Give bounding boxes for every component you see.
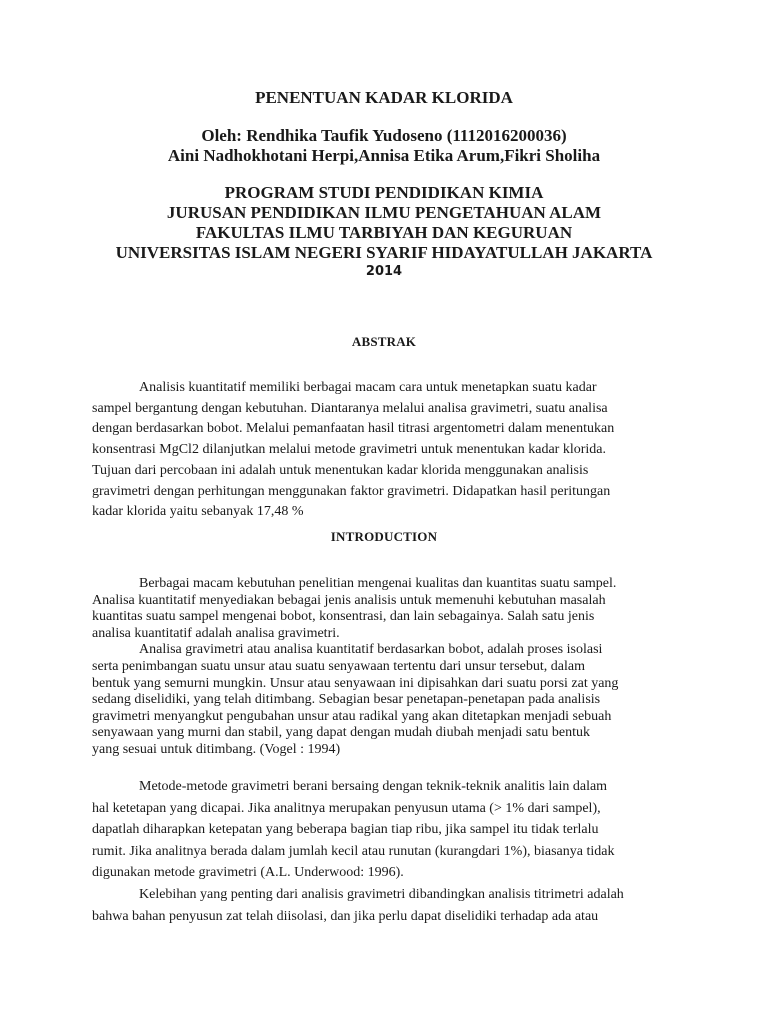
abstract-line: Tujuan dari percobaan ini adalah untuk menentukan kadar klorida menggunakan analisis <box>92 462 589 478</box>
abstract-line: konsentrasi MgCl2 dilanjutkan melalui metode gravimetri untuk menentukan kadar klorida. <box>92 442 606 458</box>
intro-line: Analisa kuantitatif menyediakan bebagai jenis analisis untuk memenuhi kebutuhan masalah <box>92 592 606 608</box>
affiliation-department: JURUSAN PENDIDIKAN ILMU PENGETAHUAN ALAM <box>166 203 602 222</box>
abstract-line: gravimetri dengan perhitungan menggunakan faktor gravimetri. Didapatkan hasil peritungan <box>92 483 611 499</box>
introduction-paragraph-3 <box>92 884 675 927</box>
publication-year: 2014 <box>365 264 403 279</box>
introduction-paragraph-1 <box>92 576 675 759</box>
intro-line: yang sesuai untuk ditimbang. (Vogel : 1994) <box>92 741 341 757</box>
intro-line: Berbagai macam kebutuhan penelitian mengenai kualitas dan kuantitas suatu sampel. <box>139 576 617 591</box>
intro-line: dapatlah diharapkan ketepatan yang beberapa bagian tiap ribu, jika sampel itu tidak terlalu <box>92 822 599 837</box>
intro-line: digunakan metode gravimetri (A.L. Underwood: 1996). <box>92 865 404 880</box>
intro-line: senyawaan yang murni dan stabil, yang dapat dengan mudah diubah menjadi satu bentuk <box>92 725 591 741</box>
affiliation-faculty: FAKULTAS ILMU TARBIYAH DAN KEGURUAN <box>195 223 573 242</box>
intro-line: Metode-metode gravimetri berani bersaing dengan teknik-teknik analitis lain dalam <box>139 779 608 794</box>
intro-line: bentuk yang semurni mungkin. Unsur atau senyawaan ini dipisahkan dari suatu porsi zat yang <box>92 675 619 691</box>
author-block <box>0 126 768 166</box>
affiliation-university: UNIVERSITAS ISLAM NEGERI SYARIF HIDAYATULLAH JAKARTA <box>115 243 653 262</box>
intro-line: rumit. Jika analitnya berada dalam jumlah kecil atau runutan (kurangdari 1%), biasanya tidak <box>92 843 615 859</box>
introduction-heading: INTRODUCTION <box>330 529 438 544</box>
intro-line: serta penimbangan suatu unsur atau suatu senyawaan tertentu dari unsur tersebut, dalam <box>92 658 585 674</box>
intro-line: sedang diselidiki, yang telah ditimbang. Sebagian besar penetapan-penetapan pada analisis <box>92 692 601 708</box>
affiliation-program: PROGRAM STUDI PENDIDIKAN KIMIA <box>224 183 544 202</box>
intro-line: kuantitas suatu sampel mengenai bobot, konsentrasi, dan lain sebagainya. Salah satu jenis <box>92 609 595 625</box>
abstract-line: Analisis kuantitatif memiliki berbagai macam cara untuk menetapkan suatu kadar <box>139 380 597 395</box>
intro-line: Kelebihan yang penting dari analisis gravimetri dibandingkan analisis titrimetri adalah <box>139 887 624 902</box>
intro-line: bahwa bahan penyusun zat telah diisolasi, dan jika perlu dapat diselidiki terhadap ada atau <box>92 908 599 924</box>
abstract-paragraph <box>92 378 675 523</box>
affiliation-block <box>0 183 768 263</box>
abstract-heading: ABSTRAK <box>351 334 417 349</box>
intro-line: analisa kuantitatif adalah analisa gravimetri. <box>92 625 340 641</box>
author-line-1: Oleh: Rendhika Taufik Yudoseno (1112016200036) <box>201 126 567 145</box>
abstract-line: dengan berdasarkan bobot. Melalui pemanfaatan hasil titrasi argentometri dalam menentukan <box>92 421 615 437</box>
intro-line: Analisa gravimetri atau analisa kuantitatif berdasarkan bobot, adalah proses isolasi <box>139 642 603 658</box>
intro-line: gravimetri menyangkut pengubahan unsur atau radikal yang akan ditetapkan menjadi sebuah <box>92 708 612 724</box>
introduction-paragraph-2 <box>92 776 675 884</box>
author-line-2: Aini Nadhokhotani Herpi,Annisa Etika Arum,Fikri Sholiha <box>167 146 601 165</box>
intro-line: hal ketetapan yang dicapai. Jika analitnya merupakan penyusun utama (> 1% dari sampel), <box>92 800 601 816</box>
paper-title: PENENTUAN KADAR KLORIDA <box>255 88 513 107</box>
abstract-line: sampel bergantung dengan kebutuhan. Diantaranya melalui analisa gravimetri, suatu analisa <box>92 400 608 416</box>
abstract-line: kadar klorida yaitu sebanyak 17,48 % <box>92 504 304 520</box>
